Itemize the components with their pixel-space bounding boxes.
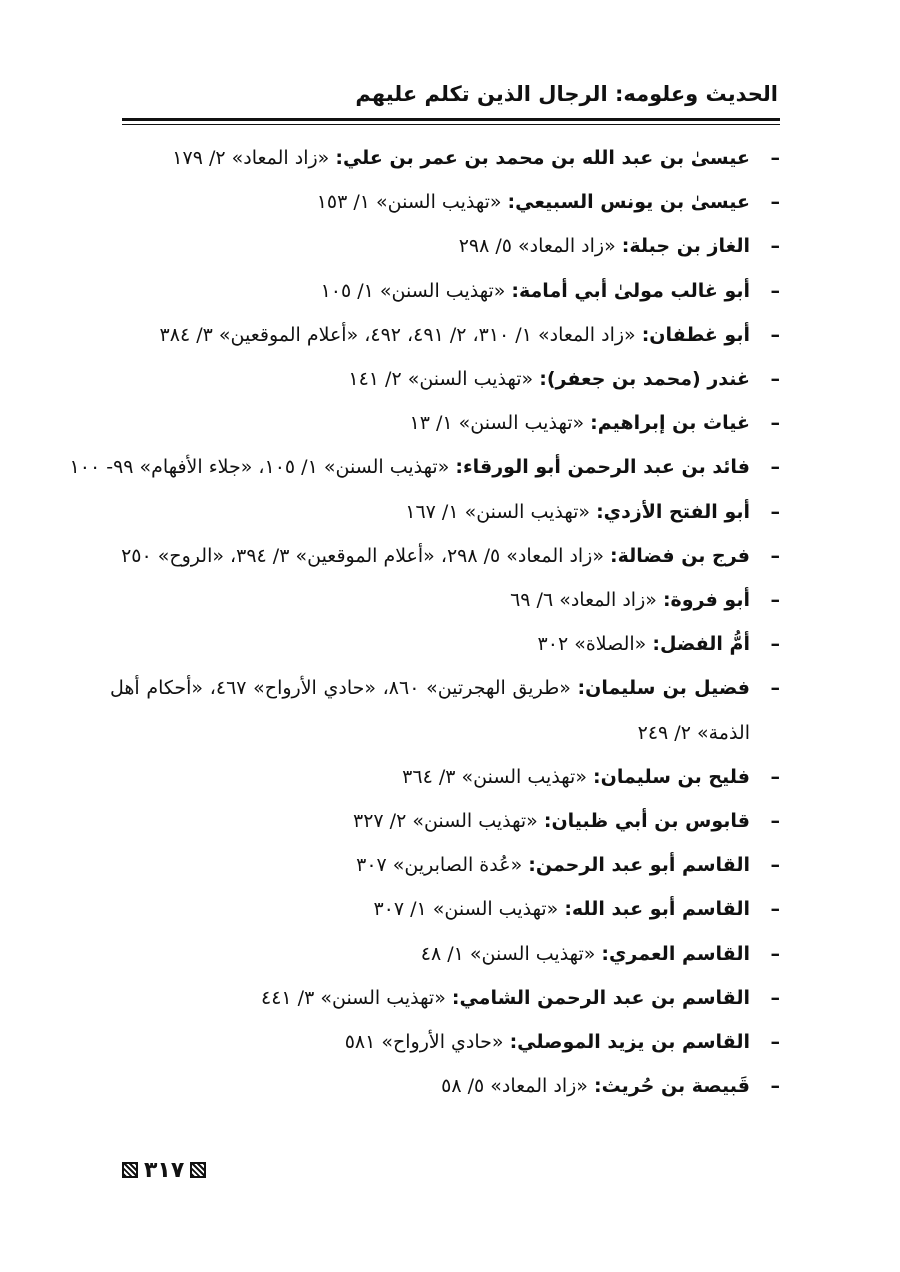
list-item [110,313,780,357]
book-references: «زاد المعاد» ١/ ٣١٠، ٢/ ٤٩١، ٤٩٢، «أعلام الموقعين» ٣/ ٣٨٤ [159,323,642,346]
narrator-name: أبو فروة: [662,589,750,612]
running-header-title: الحديث وعلومه: الرجال الذين تكلم عليهم [355,82,778,106]
list-item [110,755,780,799]
narrator-name: عيسىٰ بن يونس السبيعي: [507,191,750,214]
bullet-dash: – [770,323,780,346]
list-item [110,622,780,666]
book-references: «تهذيب السنن» ٣/ ٣٦٤ [402,765,593,788]
list-item [110,976,780,1020]
book-references: «تهذيب السنن» ١/ ١٥٣ [316,191,508,214]
narrator-list [69,136,780,1108]
book-references: «زاد المعاد» ٥/ ٢٩٨ [458,235,622,258]
narrator-name: أمُّ الفضل: [652,633,750,656]
narrator-name: قَبيصة بن حُريث: [593,1075,750,1098]
book-references: «حادي الأرواح» ٥٨١ [344,1031,510,1054]
list-item [110,180,780,224]
narrator-name: القاسم بن يزيد الموصلي: [509,1031,750,1054]
bullet-dash: – [770,191,780,214]
narrator-name: فضيل بن سليمان: [577,677,750,700]
page-number: ٣١٧ [144,1157,185,1183]
bullet-dash: – [770,456,780,479]
list-item [110,799,780,843]
header-rule-thick [122,118,780,121]
book-references: «تهذيب السنن» ١/ ١٣ [409,412,591,435]
list-item [110,224,780,268]
list-item [69,445,780,489]
book-references: «زاد المعاد» ٥/ ٢٩٨، «أعلام الموقعين» ٣/ ٣٩٤، «الروح» ٢٥٠ [121,544,611,567]
narrator-name: القاسم بن عبد الرحمن الشامي: [451,986,750,1009]
ornament-square-icon [122,1162,138,1178]
narrator-name: قابوس بن أبي ظبيان: [543,810,750,833]
list-item [110,932,780,976]
book-references: «تهذيب السنن» ١/ ١٦٧ [405,500,597,523]
narrator-name: أبو غطفان: [641,323,750,346]
bullet-dash: – [770,147,780,169]
bullet-dash: – [770,500,780,523]
bullet-dash: – [770,1031,780,1054]
list-item [110,1020,780,1064]
narrator-name: غياث بن إبراهيم: [590,412,750,435]
narrator-name: عيسىٰ بن عبد الله بن محمد بن عمر بن علي: [335,147,750,169]
book-references: «زاد المعاد» ٢/ ١٧٩ [172,147,336,169]
bullet-dash: – [770,942,780,965]
bullet-dash: – [770,633,780,656]
book-references: «عُدة الصابرين» ٣٠٧ [356,854,529,877]
bullet-dash: – [770,544,780,567]
narrator-name: أبو غالب مولىٰ أبي أمامة: [511,279,750,302]
book-references: «تهذيب السنن» ٢/ ١٤١ [348,368,540,391]
narrator-name: القاسم العمري: [601,942,750,965]
list-item [110,269,780,313]
book-references: «تهذيب السنن» ١/ ١٠٥ [320,279,512,302]
list-item [110,490,780,534]
book-references: «زاد المعاد» ٥/ ٥٨ [441,1075,594,1098]
narrator-name: فائد بن عبد الرحمن أبو الورقاء: [455,456,750,479]
narrator-name: فرج بن فضالة: [610,544,750,567]
list-item [110,843,780,887]
list-item [110,534,780,578]
narrator-name: القاسم أبو عبد الله: [564,898,750,921]
bullet-dash: – [770,235,780,258]
bullet-dash: – [770,898,780,921]
list-item [110,1064,780,1108]
bullet-dash: – [770,368,780,391]
bullet-dash: – [770,854,780,877]
bullet-dash: – [770,810,780,833]
bullet-dash: – [770,589,780,612]
list-item [110,666,780,754]
book-references: «زاد المعاد» ٦/ ٦٩ [510,589,663,612]
list-item [110,136,780,180]
bullet-dash: – [770,279,780,302]
bullet-dash: – [770,765,780,788]
bullet-dash: – [770,986,780,1009]
bullet-dash: – [770,677,780,700]
list-item [110,887,780,931]
narrator-name: أبو الفتح الأزدي: [596,500,750,523]
narrator-name: فليح بن سليمان: [593,765,750,788]
narrator-name: القاسم أبو عبد الرحمن: [528,854,750,877]
list-item [110,578,780,622]
book-references: «طريق الهجرتين» ٨٦٠، «حادي الأرواح» ٤٦٧، «أحكام أهل الذمة» ٢/ ٢٤٩ [110,677,750,744]
book-references: «تهذيب السنن» ٣/ ٤٤١ [261,986,452,1009]
page-footer [122,1158,206,1182]
list-item [110,401,780,445]
bullet-dash: – [770,412,780,435]
book-references: «تهذيب السنن» ٢/ ٣٢٧ [353,810,544,833]
book-references: «تهذيب السنن» ١/ ٤٨ [420,942,602,965]
header-rule-thin [122,124,780,125]
narrator-name: غندر (محمد بن جعفر): [539,368,750,391]
list-item [110,357,780,401]
book-references: «تهذيب السنن» ١/ ١٠٥، «جلاء الأفهام» ٩٩- ١٠٠ [69,456,456,479]
ornament-square-icon [190,1162,206,1178]
book-references: «تهذيب السنن» ١/ ٣٠٧ [373,898,565,921]
narrator-name: الغاز بن جبلة: [621,235,750,258]
book-references: «الصلاة» ٣٠٢ [537,633,653,656]
bullet-dash: – [770,1075,780,1098]
